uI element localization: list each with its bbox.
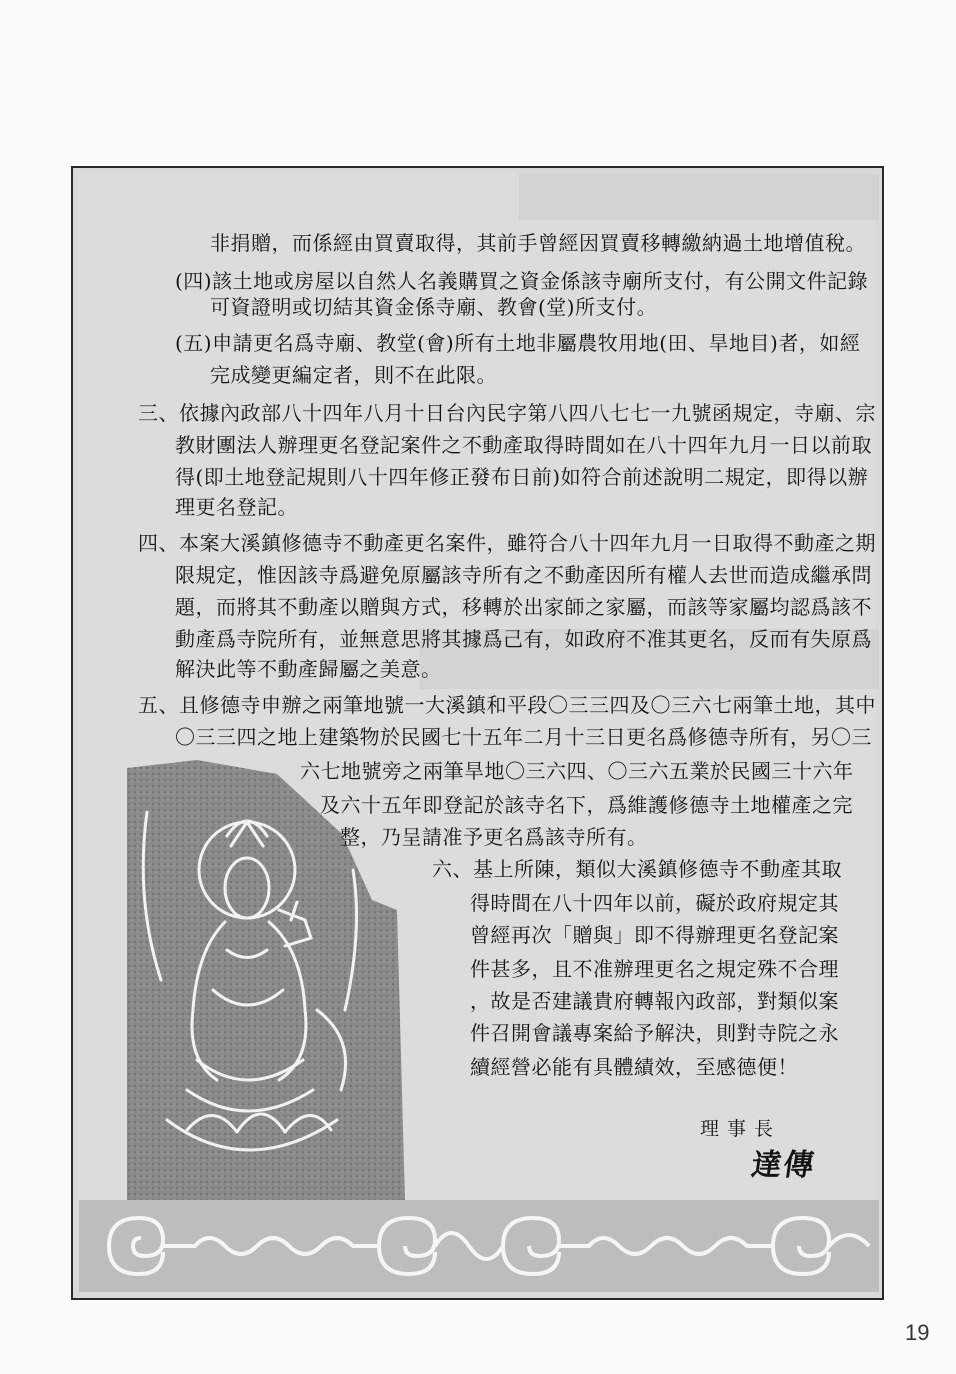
section-3-line-3: 得(即土地登記規則八十四年修正發布日前)如符合前述說明二規定，即得以辦 [175,465,869,489]
section-6-line-6: 件召開會議專案給予解決，則對寺院之永 [470,1021,839,1045]
section-4-line-2: 限規定，惟因該寺爲避免原屬該寺所有之不動產因所有權人去世而造成繼承問 [175,563,872,587]
section-3-line-2: 教財團法人辦理更名登記案件之不動產取得時間如在八十四年九月一日以前取 [175,433,872,457]
ornamental-border [79,1200,879,1292]
section-6-line-1: 六、基上所陳，類似大溪鎮修德寺不動產其取 [432,857,842,881]
section-6-line-5: ，故是否建議貴府轉報內政部，對類似案 [470,989,839,1013]
section-4-line-5: 解決此等不動產歸屬之美意。 [175,657,442,681]
section-4-line-3: 題，而將其不動產以贈與方式，移轉於出家師之家屬，而該等家屬均認爲該不 [175,595,872,619]
section-4-line-4: 動產爲寺院所有，並無意思將其據爲己有，如政府不准其更名，反而有失原爲 [175,627,872,651]
section-3-line-1: 三、依據內政部八十四年八月十日台內民字第八四八七七一九號函規定，寺廟、宗 [138,401,876,425]
background-ghost-header [519,174,879,220]
item-5-line-2: 完成變更編定者，則不在此限。 [210,363,497,387]
section-6-line-4: 件甚多，且不准辦理更名之規定殊不合理 [470,957,839,981]
section-5-line-4: 及六十五年即登記於該寺名下，爲維護修德寺土地權產之完 [320,793,853,817]
item-5-line-1: (五)申請更名爲寺廟、教堂(會)所有土地非屬農牧用地(田、旱地目)者，如經 [175,331,861,355]
item-4-line-2: 可資證明或切結其資金係寺廟、教會(堂)所支付。 [210,295,658,319]
section-3-line-4: 理更名登記。 [175,495,298,519]
section-5-line-2: 〇三三四之地上建築物於民國七十五年二月十三日更名爲修德寺所有，另〇三 [175,725,872,749]
section-5-line-1: 五、且修德寺申辦之兩筆地號一大溪鎮和平段〇三三四及〇三六七兩筆土地，其中 [138,693,876,717]
section-6-line-2: 得時間在八十四年以前，礙於政府規定其 [470,891,839,915]
paragraph-continuation: 非捐贈，而係經由買賣取得，其前手曾經因買賣移轉繳納過土地增值稅。 [210,231,866,255]
section-5-line-5: 整，乃呈請准予更名爲該寺所有。 [340,825,648,849]
page-number: 19 [905,1320,930,1345]
section-6-line-3: 曾經再次「贈與」即不得辦理更名登記案 [470,923,839,947]
section-6-line-7: 續經營必能有具體績效，至感德便！ [470,1055,798,1079]
section-4-line-1: 四、本案大溪鎮修德寺不動產更名案件，雖符合八十四年九月一日取得不動產之期 [138,531,876,555]
signatory-title: 理事長 [700,1118,782,1140]
signature: 達傳 [749,1148,818,1183]
section-5-line-3: 六七地號旁之兩筆旱地〇三六四、〇三六五業於民國三十六年 [300,759,854,783]
item-4-line-1: (四)該土地或房屋以自然人名義購買之資金係該寺廟所支付，有公開文件記錄 [175,269,869,293]
